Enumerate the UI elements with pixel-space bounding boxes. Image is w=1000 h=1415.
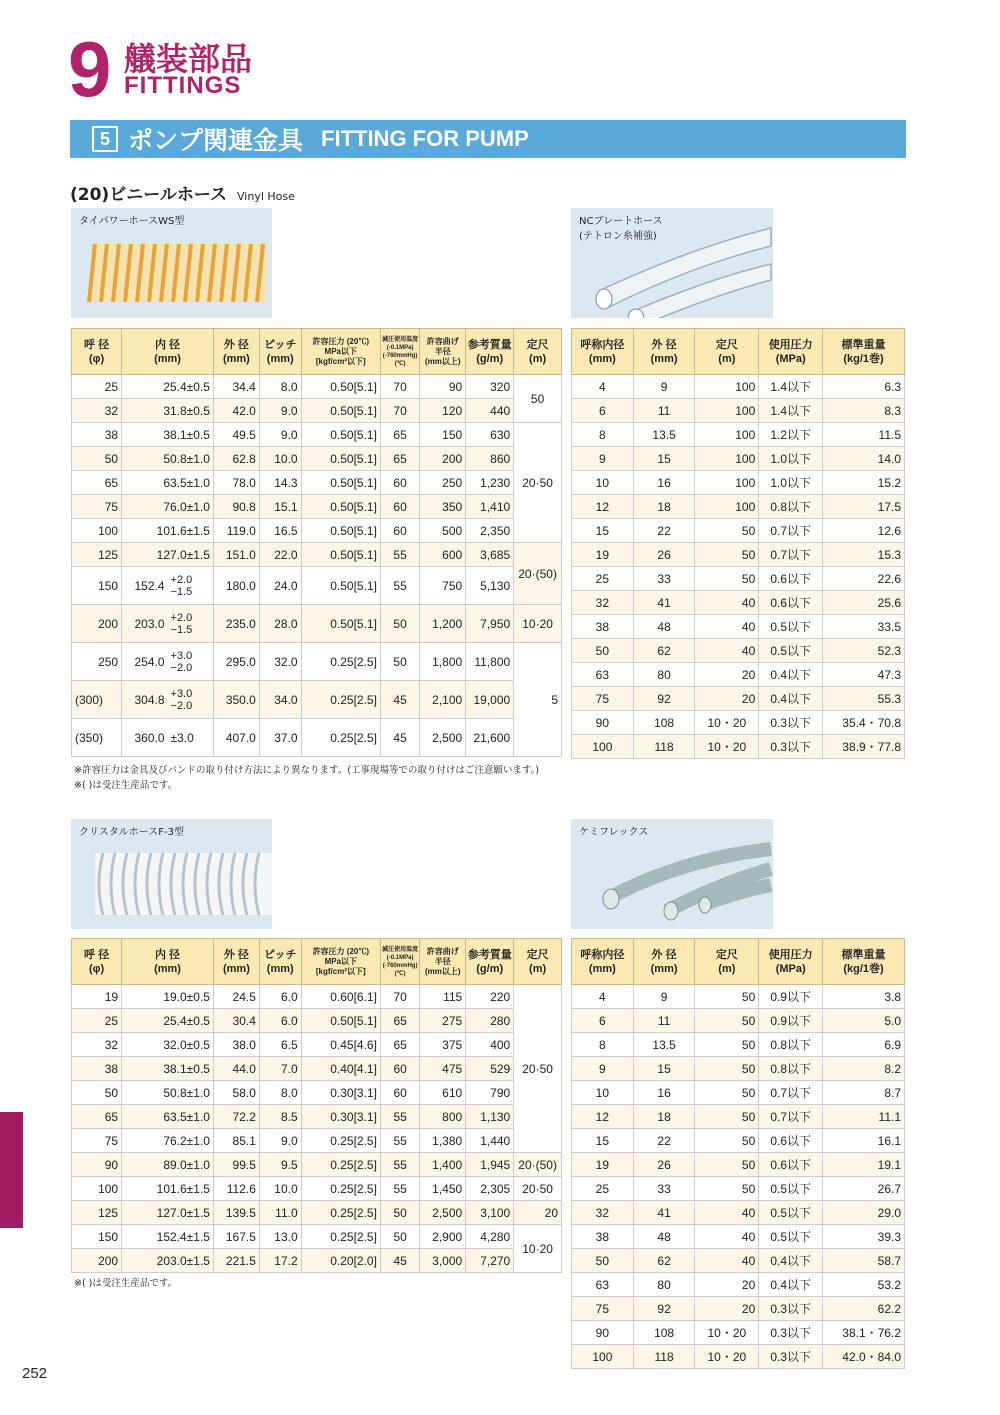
table-kemiflex-hose xyxy=(571,938,905,1369)
table-row: 32 41 40 0.5以下 29.0 xyxy=(572,1201,905,1225)
table-row: 8 13.5 50 0.8以下 6.9 xyxy=(572,1033,905,1057)
photo-kemiflex-caption: ケミフレックス xyxy=(579,827,649,838)
table-row: 25 25.4±0.5 30.4 6.0 0.50[5.1] 65 275 280 xyxy=(72,1009,562,1033)
table-row: 150 152.4 +2.0 −1.5 180.0 24.0 0.50[5.1] 55 750 5,130 xyxy=(72,567,562,605)
table-row: 32 32.0±0.5 38.0 6.5 0.45[4.6] 65 375 400 xyxy=(72,1033,562,1057)
length-cell: 20·50 xyxy=(514,985,562,1153)
table-row: 10 16 50 0.7以下 8.7 xyxy=(572,1081,905,1105)
table-header-row xyxy=(72,329,562,375)
col-mass: 参考質量 (g/m) xyxy=(466,329,514,375)
photo-nc-caption-line2: (テトロン糸補強) xyxy=(579,231,657,242)
length-cell: 10·20 xyxy=(514,1225,562,1273)
table-row: 250 254.0 +3.0 −2.0 295.0 32.0 0.25[2.5] 50 1,800 11,800 5 xyxy=(72,643,562,681)
table-row: 90 108 10・20 0.3以下 38.1・76.2 xyxy=(572,1321,905,1345)
table-row: 125 127.0±1.5 139.5 11.0 0.25[2.5] 50 2,500 3,100 20 xyxy=(72,1201,562,1225)
table-row: 15 22 50 0.6以下 16.1 xyxy=(572,1129,905,1153)
section-title-en: FITTING FOR PUMP xyxy=(321,126,529,151)
table-row: 9 15 100 1.0以下 14.0 xyxy=(572,447,905,471)
length-cell: 5 xyxy=(514,643,562,757)
length-cell: 50 xyxy=(514,375,562,423)
col-length: 定尺 (m) xyxy=(514,329,562,375)
table-row: 50 50.8±1.0 58.0 8.0 0.30[3.1] 60 610 790 xyxy=(72,1081,562,1105)
section-title-jp: ポンプ関連金具 xyxy=(128,126,304,155)
section-number: 5 xyxy=(92,126,118,152)
table-row: 4 9 50 0.9以下 3.8 xyxy=(572,985,905,1009)
length-cell: 20·(50) xyxy=(514,1153,562,1177)
photo-nc-caption xyxy=(579,214,663,244)
col-outer-diameter: 外 径 (mm) xyxy=(213,329,259,375)
col-nominal: 呼 径 (φ) xyxy=(72,939,122,985)
col-pitch: ピッチ (mm) xyxy=(259,329,301,375)
col-length: 定尺 (m) xyxy=(514,939,562,985)
table-header-row xyxy=(572,939,905,985)
photo-kemiflex-hose xyxy=(571,819,773,929)
table-row: 125 127.0±1.5 151.0 22.0 0.50[5.1] 55 600 3,685 20·(50) xyxy=(72,543,562,567)
table-row: 65 63.5±1.0 72.2 8.5 0.30[3.1] 55 800 1,130 xyxy=(72,1105,562,1129)
table-row: 10 16 100 1.0以下 15.2 xyxy=(572,471,905,495)
chapter-title-jp: 艤装部品 xyxy=(124,40,253,78)
table-row: 63 80 20 0.4以下 47.3 xyxy=(572,663,905,687)
col-nominal-id: 呼称内径 (mm) xyxy=(572,939,634,985)
table-row: 4 9 100 1.4以下 6.3 xyxy=(572,375,905,399)
photo-ws-hose xyxy=(71,208,272,318)
length-cell: 20 xyxy=(514,1201,562,1225)
col-outer-diameter: 外 径 (mm) xyxy=(633,329,695,375)
table-row: 19 26 50 0.7以下 15.3 xyxy=(572,543,905,567)
table-row: 75 92 20 0.4以下 55.3 xyxy=(572,687,905,711)
note-line: ※( )は受注生産品です。 xyxy=(74,780,178,791)
table-row: 38 38.1±0.5 44.0 7.0 0.40[4.1] 60 475 529 xyxy=(72,1057,562,1081)
table-row: 9 15 50 0.8以下 8.2 xyxy=(572,1057,905,1081)
table-row: 19 26 50 0.6以下 19.1 xyxy=(572,1153,905,1177)
col-mass: 参考質量 (g/m) xyxy=(466,939,514,985)
photo-crystal-hose xyxy=(71,819,272,929)
col-standard-weight: 標準重量 (kg/1巻) xyxy=(823,329,905,375)
col-outer-diameter: 外 径 (mm) xyxy=(633,939,695,985)
col-temperature: 減圧使用温度 (-0.1MPa) (-760mmHg) (℃) xyxy=(380,939,419,985)
table-row: 25 25.4±0.5 34.4 8.0 0.50[5.1] 70 90 320 50 xyxy=(72,375,562,399)
table-row: 25 33 50 0.5以下 26.7 xyxy=(572,1177,905,1201)
col-pressure: 許容圧力 (20℃) MPa以下 [kgf/cm²以下] xyxy=(301,939,380,985)
col-length: 定尺 (m) xyxy=(695,329,759,375)
chapter-number: 9 xyxy=(68,25,110,113)
table-row: (300) 304.8 +3.0 −2.0 350.0 34.0 0.25[2.5] 45 2,100 19,000 xyxy=(72,681,562,719)
table-row: 100 118 10・20 0.3以下 42.0・84.0 xyxy=(572,1345,905,1369)
col-length: 定尺 (m) xyxy=(695,939,759,985)
table-row: 32 31.8±0.5 42.0 9.0 0.50[5.1] 70 120 440 xyxy=(72,399,562,423)
length-cell: 20·(50) xyxy=(514,543,562,605)
table-row: 63 80 20 0.4以下 53.2 xyxy=(572,1273,905,1297)
note-line: ※許容圧力は金具及びバンドの取り付け方法により異なります。(工事現場等での取り付けはご注意願います。) xyxy=(74,765,540,776)
length-cell: 20·50 xyxy=(514,1177,562,1201)
table-row: 100 101.6±1.5 119.0 16.5 0.50[5.1] 60 500 2,350 xyxy=(72,519,562,543)
col-inner-diameter: 内 径 (mm) xyxy=(122,329,214,375)
table-row: 6 11 100 1.4以下 8.3 xyxy=(572,399,905,423)
col-bend-radius: 許容曲げ 半径 (mm以上) xyxy=(420,329,466,375)
table-row: 32 41 40 0.6以下 25.6 xyxy=(572,591,905,615)
table-row: (350) 360.0 ±3.0 407.0 37.0 0.25[2.5] 45 2,500 21,600 xyxy=(72,719,562,757)
table-row: 38 48 40 0.5以下 33.5 xyxy=(572,615,905,639)
table-row: 38 48 40 0.5以下 39.3 xyxy=(572,1225,905,1249)
table-row: 50 50.8±1.0 62.8 10.0 0.50[5.1] 65 200 860 xyxy=(72,447,562,471)
col-pitch: ピッチ (mm) xyxy=(259,939,301,985)
table-row: 6 11 50 0.9以下 5.0 xyxy=(572,1009,905,1033)
table-row: 50 62 40 0.4以下 58.7 xyxy=(572,1249,905,1273)
table-row: 100 101.6±1.5 112.6 10.0 0.25[2.5] 55 1,450 2,305 20·50 xyxy=(72,1177,562,1201)
length-cell: 20·50 xyxy=(514,423,562,543)
table-crystal-hose xyxy=(71,938,562,1273)
note-table3 xyxy=(74,1276,177,1291)
table-row: 50 62 40 0.5以下 52.3 xyxy=(572,639,905,663)
table-row: 100 118 10・20 0.3以下 38.9・77.8 xyxy=(572,735,905,759)
chapter-side-tab xyxy=(0,1112,23,1228)
page-number: 252 xyxy=(22,1365,48,1382)
table-row: 38 38.1±0.5 49.5 9.0 0.50[5.1] 65 150 630 20·50 xyxy=(72,423,562,447)
table-header-row xyxy=(572,329,905,375)
table-row: 200 203.0 +2.0 −1.5 235.0 28.0 0.50[5.1] 50 1,200 7,950 10·20 xyxy=(72,605,562,643)
col-working-pressure: 使用圧力 (MPa) xyxy=(759,329,823,375)
table-ws-hose xyxy=(71,328,562,757)
photo-ws-caption: タイパワーホースWS型 xyxy=(79,216,185,227)
table-row: 90 108 10・20 0.3以下 35.4・70.8 xyxy=(572,711,905,735)
col-working-pressure: 使用圧力 (MPa) xyxy=(759,939,823,985)
photo-crystal-caption: クリスタルホースF-3型 xyxy=(79,827,185,838)
table-nc-hose xyxy=(571,328,905,759)
col-pressure: 許容圧力 (20℃) MPa以下 [kgf/cm²以下] xyxy=(301,329,380,375)
section-bar xyxy=(70,120,906,158)
photo-nc-hose xyxy=(571,208,773,318)
table-row: 8 13.5 100 1.2以下 11.5 xyxy=(572,423,905,447)
length-cell: 10·20 xyxy=(514,605,562,643)
note-table1 xyxy=(74,763,539,793)
subsection-title-jp: (20)ビニールホース xyxy=(70,185,228,205)
table-row: 15 22 50 0.7以下 12.6 xyxy=(572,519,905,543)
col-inner-diameter: 内 径 (mm) xyxy=(122,939,214,985)
table-row: 65 63.5±1.0 78.0 14.3 0.50[5.1] 60 250 1,230 xyxy=(72,471,562,495)
table-row: 75 92 20 0.3以下 62.2 xyxy=(572,1297,905,1321)
table-row: 75 76.0±1.0 90.8 15.1 0.50[5.1] 60 350 1,410 xyxy=(72,495,562,519)
subsection-title xyxy=(70,180,295,205)
table-row: 200 203.0±1.5 221.5 17.2 0.20[2.0] 45 3,000 7,270 xyxy=(72,1249,562,1273)
col-nominal-id: 呼称内径 (mm) xyxy=(572,329,634,375)
table-row: 90 89.0±1.0 99.5 9.5 0.25[2.5] 55 1,400 1,945 20·(50) xyxy=(72,1153,562,1177)
table-row: 12 18 100 0.8以下 17.5 xyxy=(572,495,905,519)
col-bend-radius: 許容曲げ 半径 (mm以上) xyxy=(420,939,466,985)
table-header-row xyxy=(72,939,562,985)
table-row: 150 152.4±1.5 167.5 13.0 0.25[2.5] 50 2,900 4,280 10·20 xyxy=(72,1225,562,1249)
table-row: 12 18 50 0.7以下 11.1 xyxy=(572,1105,905,1129)
col-temperature: 減圧使用温度 (-0.1MPa) (-760mmHg) (℃) xyxy=(380,329,419,375)
col-outer-diameter: 外 径 (mm) xyxy=(213,939,259,985)
chapter-title-en: FITTINGS xyxy=(124,72,242,99)
note-line: ※( )は受注生産品です。 xyxy=(74,1278,178,1289)
table-row: 25 33 50 0.6以下 22.6 xyxy=(572,567,905,591)
photo-nc-caption-line1: NCブレートホース xyxy=(579,216,663,227)
table-row: 75 76.2±1.0 85.1 9.0 0.25[2.5] 55 1,380 1,440 xyxy=(72,1129,562,1153)
table-row: 19 19.0±0.5 24.5 6.0 0.60[6.1] 70 115 220 20·50 xyxy=(72,985,562,1009)
subsection-title-en: Vinyl Hose xyxy=(237,190,295,203)
col-standard-weight: 標準重量 (kg/1巻) xyxy=(823,939,905,985)
col-nominal: 呼 径 (φ) xyxy=(72,329,122,375)
